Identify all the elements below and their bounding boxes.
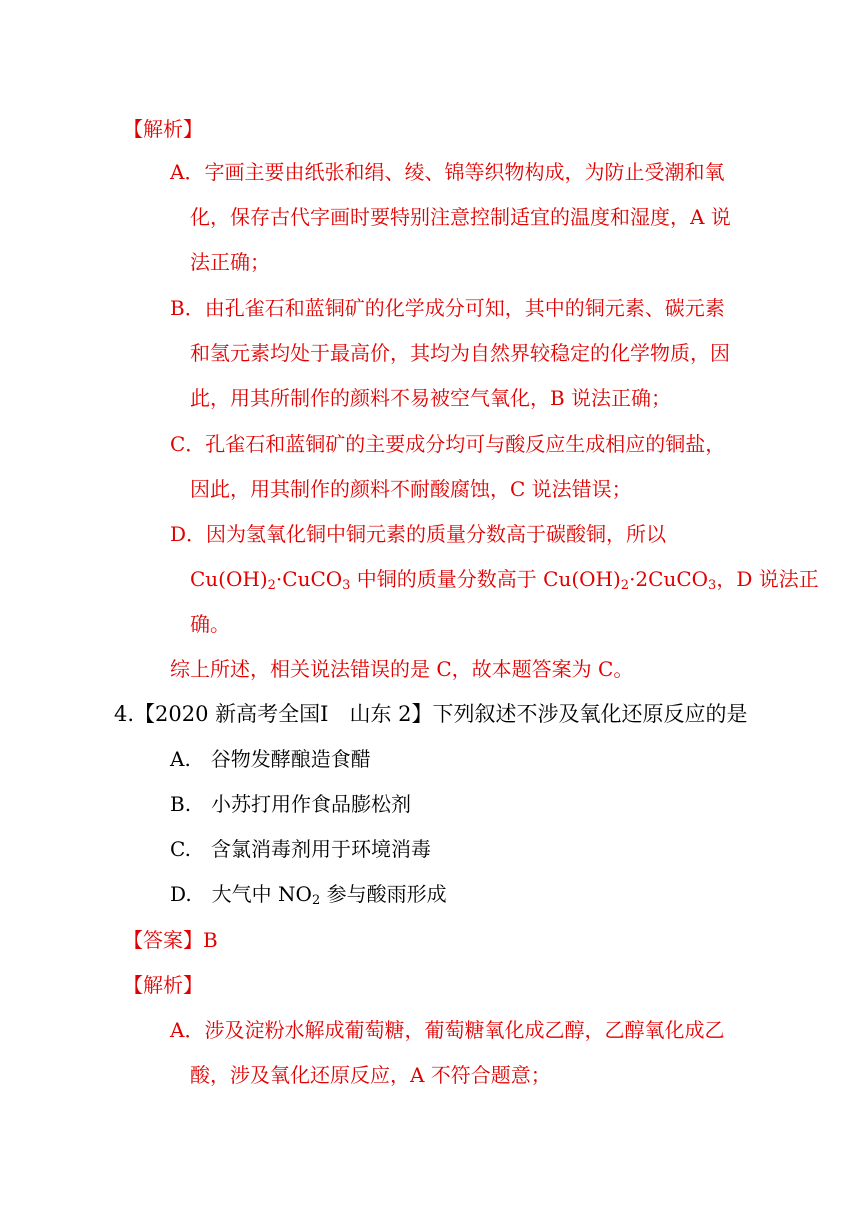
analysis-heading: 【解析】 [123, 117, 203, 141]
answer-line: 【答案】B [123, 928, 218, 952]
question-4-option-a: A. 谷物发酵酿造食醋 [170, 747, 371, 771]
question-4-option-c: C. 含氯消毒剂用于环境消毒 [170, 837, 431, 861]
analysis-2-option-a-line-2: 酸，涉及氧化还原反应，A 不符合题意； [190, 1063, 551, 1087]
analysis-option-d-line-3: 确。 [190, 612, 230, 636]
analysis-summary: 综上所述，相关说法错误的是 C，故本题答案为 C。 [170, 657, 634, 681]
analysis-option-a-line-1: A．字画主要由纸张和绢、绫、锦等织物构成，为防止受潮和氧 [170, 160, 725, 184]
question-4-stem: 4.【2020 新高考全国Ⅰ 山东 2】下列叙述不涉及氧化还原反应的是 [114, 702, 748, 726]
analysis-option-d-line-1: D．因为氢氧化铜中铜元素的质量分数高于碳酸铜，所以 [170, 522, 667, 546]
analysis-option-d-line-2: $Cu(OH)_2\cdot CuCO_3$ 中铜的质量分数高于 $Cu(OH)_2\cdot 2CuCO_3$，D 说法正 [190, 567, 819, 593]
question-4-option-d: D. 大气中 $NO_2$ 参与酸雨形成 [170, 882, 447, 908]
analysis-option-b-line-3: 此，用其所制作的颜料不易被空气氧化，B 说法正确； [190, 386, 672, 410]
analysis-option-b-line-2: 和氢元素均处于最高价，其均为自然界较稳定的化学物质，因 [190, 341, 730, 365]
analysis-option-b-line-1: B．由孔雀石和蓝铜矿的化学成分可知，其中的铜元素、碳元素 [170, 296, 725, 320]
question-4-option-b: B. 小苏打用作食品膨松剂 [170, 792, 412, 816]
analysis-option-a-line-2: 化，保存古代字画时要特别注意控制适宜的温度和湿度，A 说 [190, 205, 731, 229]
analysis-option-c-line-2: 因此，用其制作的颜料不耐酸腐蚀，C 说法错误； [190, 477, 632, 501]
analysis-option-c-line-1: C．孔雀石和蓝铜矿的主要成分均可与酸反应生成相应的铜盐， [170, 432, 726, 456]
analysis-2-option-a-line-1: A．涉及淀粉水解成葡萄糖，葡萄糖氧化成乙醇，乙醇氧化成乙 [170, 1018, 725, 1042]
analysis-option-a-line-3: 法正确； [190, 250, 270, 274]
analysis-2-heading: 【解析】 [123, 973, 203, 997]
